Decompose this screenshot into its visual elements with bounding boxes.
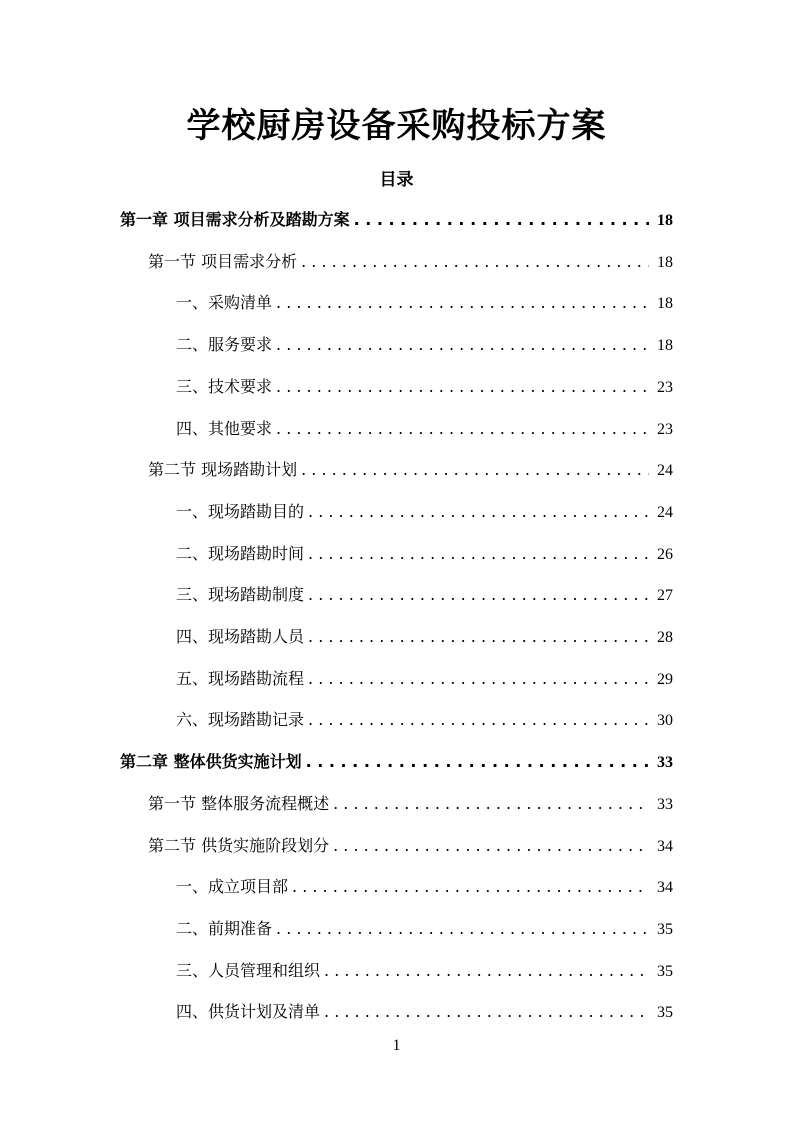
toc-entry-page-number: 24 [657,462,673,479]
toc-entry-page-number: 18 [657,337,673,354]
toc-leader-dots [276,914,649,944]
toc-entry-page-number: 18 [657,295,673,312]
toc-heading: 目录 [379,170,414,190]
toc-entry[interactable] [176,872,673,902]
toc-entry-page-number: 18 [657,254,673,271]
toc-entry-page-number: 33 [657,796,673,813]
toc-leader-dots [308,580,649,610]
toc-entry[interactable] [176,914,673,944]
toc-entry-label: 二、前期准备 [176,919,273,938]
toc-leader-dots [308,539,649,569]
toc-entry-label: 一、成立项目部 [176,877,289,896]
toc-entry-page-number: 33 [657,754,673,771]
toc-entry-label: 第二节 现场踏勘计划 [148,460,298,479]
toc-entry-page-number: 35 [657,1004,673,1021]
toc-entry-label: 第二节 供货实施阶段划分 [148,836,330,855]
toc-entry-page-number: 28 [657,629,673,646]
toc-leader-dots [308,497,649,527]
toc-leader-dots [301,455,649,485]
toc-entry[interactable] [176,997,673,1027]
toc-entry-label: 三、现场踏勘制度 [176,585,305,604]
toc-entry[interactable] [176,372,673,402]
toc-entry-page-number: 23 [657,379,673,396]
toc-leader-dots [324,956,649,986]
toc-entry[interactable] [176,497,673,527]
toc-entry-label: 二、现场踏勘时间 [176,544,305,563]
toc-leader-dots [292,872,649,902]
toc-leader-dots [333,789,649,819]
toc-entry-page-number: 27 [657,587,673,604]
toc-entry[interactable] [176,539,673,569]
toc-entry-page-number: 26 [657,546,673,563]
toc-leader-dots [308,705,649,735]
toc-leader-dots [333,831,649,861]
toc-entry-label: 五、现场踏勘流程 [176,669,305,688]
toc-leader-dots [276,330,649,360]
toc-leader-dots [306,747,649,777]
toc-entry[interactable] [148,831,673,861]
toc-leader-dots [276,372,649,402]
toc-entry[interactable] [120,205,673,235]
toc-entry[interactable] [176,705,673,735]
toc-entry-page-number: 34 [657,879,673,896]
toc-entry-label: 一、采购清单 [176,293,273,312]
toc-entry-page-number: 29 [657,671,673,688]
toc-leader-dots [308,664,649,694]
page-number: 1 [392,1037,401,1054]
toc-entry-label: 第一节 项目需求分析 [148,252,298,271]
document-title: 学校厨房设备采购投标方案 [186,106,607,146]
toc-entry[interactable] [148,247,673,277]
toc-entry[interactable] [176,580,673,610]
toc-leader-dots [301,247,649,277]
toc-entry-label: 四、供货计划及清单 [176,1002,321,1021]
toc-leader-dots [276,414,649,444]
toc-entry[interactable] [176,622,673,652]
toc-entry-label: 第一节 整体服务流程概述 [148,794,330,813]
toc-entry-page-number: 24 [657,504,673,521]
toc-entry-label: 三、人员管理和组织 [176,961,321,980]
toc-entry-label: 四、其他要求 [176,419,273,438]
toc-entry-page-number: 35 [657,921,673,938]
toc-entry[interactable] [176,330,673,360]
toc-entry-page-number: 35 [657,963,673,980]
toc-entry-page-number: 23 [657,421,673,438]
toc-entry-label: 一、现场踏勘目的 [176,502,305,521]
toc-entry-label: 第二章 整体供货实施计划 [120,752,302,771]
toc-entry-page-number: 34 [657,838,673,855]
toc-leader-dots [324,997,649,1027]
toc-entry[interactable] [176,414,673,444]
toc-leader-dots [354,205,649,235]
toc-entry-label: 第一章 项目需求分析及踏勘方案 [120,210,350,229]
toc-entry-page-number: 30 [657,712,673,729]
toc-entry[interactable] [148,789,673,819]
toc-entry-label: 六、现场踏勘记录 [176,710,305,729]
toc-entry-page-number: 18 [657,212,673,229]
toc-entry[interactable] [176,664,673,694]
toc-entry-label: 三、技术要求 [176,377,273,396]
toc-entry[interactable] [176,956,673,986]
toc-entry-label: 二、服务要求 [176,335,273,354]
toc-entry-label: 四、现场踏勘人员 [176,627,305,646]
toc-leader-dots [276,288,649,318]
toc-leader-dots [308,622,649,652]
toc-entry[interactable] [176,288,673,318]
toc-entry[interactable] [120,747,673,777]
toc-entry[interactable] [148,455,673,485]
